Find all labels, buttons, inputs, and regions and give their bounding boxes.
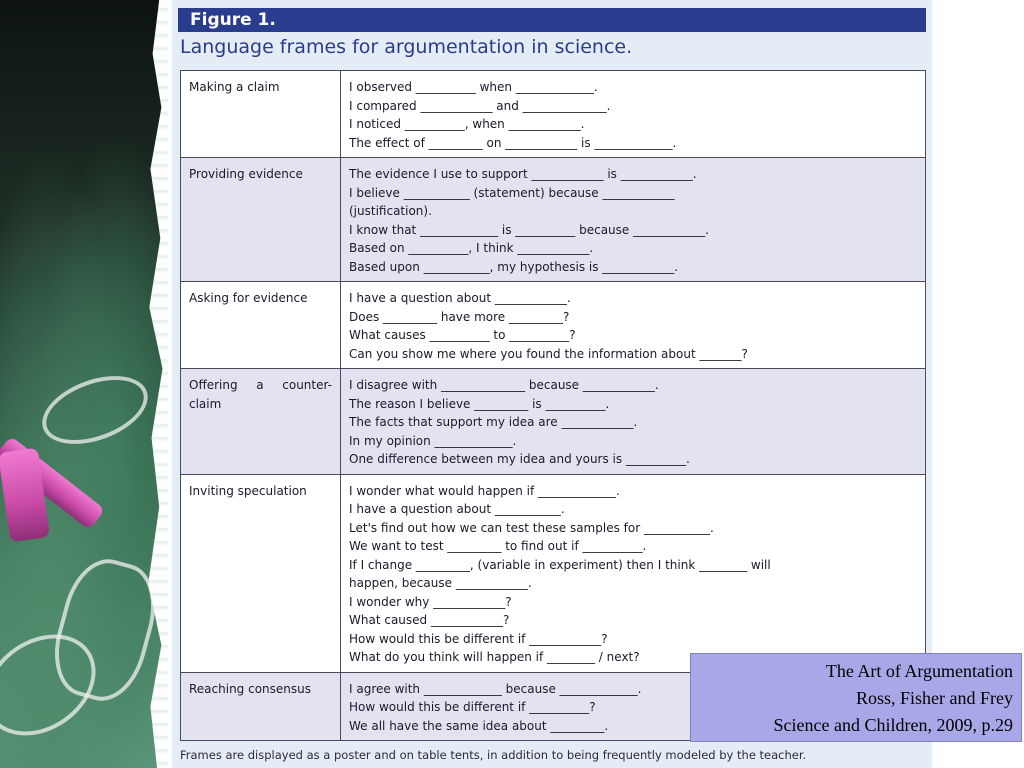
table-row [181,474,926,672]
citation-box [690,653,1022,742]
sentence-frame: What causes __________ to __________? [349,328,576,342]
sentence-frame: Can you show me where you found the information about _______? [349,346,748,361]
sentence-frame: The reason I believe _________ is __________. [349,396,610,411]
frames-cell [341,474,926,672]
sentence-frame: What caused ____________? [349,613,510,627]
sentence-frame: What do you think will happen if ________ / next? [349,650,640,664]
table-row [181,369,926,475]
sentence-frame: Based on __________, I think ____________. [349,241,594,255]
category-cell [181,158,341,282]
category-label: Asking for evidence [189,291,308,305]
category-label: Inviting speculation [189,483,307,498]
sentence-frame: We all have the same idea about _________. [349,718,609,733]
sentence-frame: I have a question about ___________. [349,502,565,516]
category-cell [181,672,341,741]
sentence-frame: The evidence I use to support ____________ is ____________. [349,167,697,181]
sentence-frame: (justification). [349,204,432,218]
sentence-frame: The effect of _________ on ____________ is _____________. [349,135,677,150]
sentence-frame: happen, because ____________. [349,576,532,590]
figure-caption: Frames are displayed as a poster and on table tents, in addition to being frequently modeled by the teacher. [180,748,807,762]
category-cell [181,369,341,475]
sentence-frame: I believe ___________ (statement) because ____________ [349,185,675,200]
sentence-frame: I noticed __________, when ____________. [349,117,585,131]
language-frames-table [180,70,926,741]
sentence-frame: I agree with _____________ because _____________. [349,681,642,696]
sentence-frame: I disagree with ______________ because ____________. [349,378,659,392]
figure-title: Language frames for argumentation in science. [180,36,633,58]
frames-cell [341,71,926,158]
category-label: Offering a counter-claim [189,378,332,411]
category-cell [181,474,341,672]
sentence-frame: Does _________ have more _________? [349,309,570,324]
sentence-frame: How would this be different if __________? [349,700,596,714]
category-label: Reaching consensus [189,681,312,696]
sentence-frame: We want to test _________ to find out if __________. [349,539,647,553]
figure-label: Figure 1. [178,8,926,32]
category-cell [181,71,341,158]
torn-edge [146,0,168,768]
frames-cell [341,282,926,369]
table-row [181,71,926,158]
category-label: Providing evidence [189,167,303,181]
sentence-frame: The facts that support my idea are ____________. [349,415,638,429]
citation-title: The Art of Argumentation [825,661,1013,681]
sentence-frame: Let's find out how we can test these samples for ___________. [349,520,714,535]
sentence-frame: How would this be different if ____________? [349,631,608,646]
frames-cell [341,158,926,282]
citation-source: Science and Children, 2009, p.29 [773,715,1013,735]
category-label: Making a claim [189,80,280,94]
sentence-frame: If I change _________, (variable in experiment) then I think ________ will [349,557,771,572]
chalkboard-image [0,0,168,768]
table-row [181,158,926,282]
chalk-scribble [33,363,157,457]
table-row [181,282,926,369]
frames-cell [341,369,926,475]
sentence-frame: Based upon ___________, my hypothesis is ____________. [349,259,679,274]
sentence-frame: One difference between my idea and yours is __________. [349,452,690,466]
sentence-frame: I know that _____________ is __________ because ____________. [349,222,709,237]
sentence-frame: I observed __________ when _____________. [349,80,598,94]
sentence-frame: I have a question about ____________. [349,291,571,305]
sentence-frame: I wonder what would happen if _____________. [349,483,620,498]
citation-authors: Ross, Fisher and Frey [856,688,1013,708]
category-cell [181,282,341,369]
sentence-frame: I compared ____________ and ______________. [349,98,611,113]
sentence-frame: In my opinion _____________. [349,433,517,448]
sentence-frame: I wonder why ____________? [349,594,512,609]
